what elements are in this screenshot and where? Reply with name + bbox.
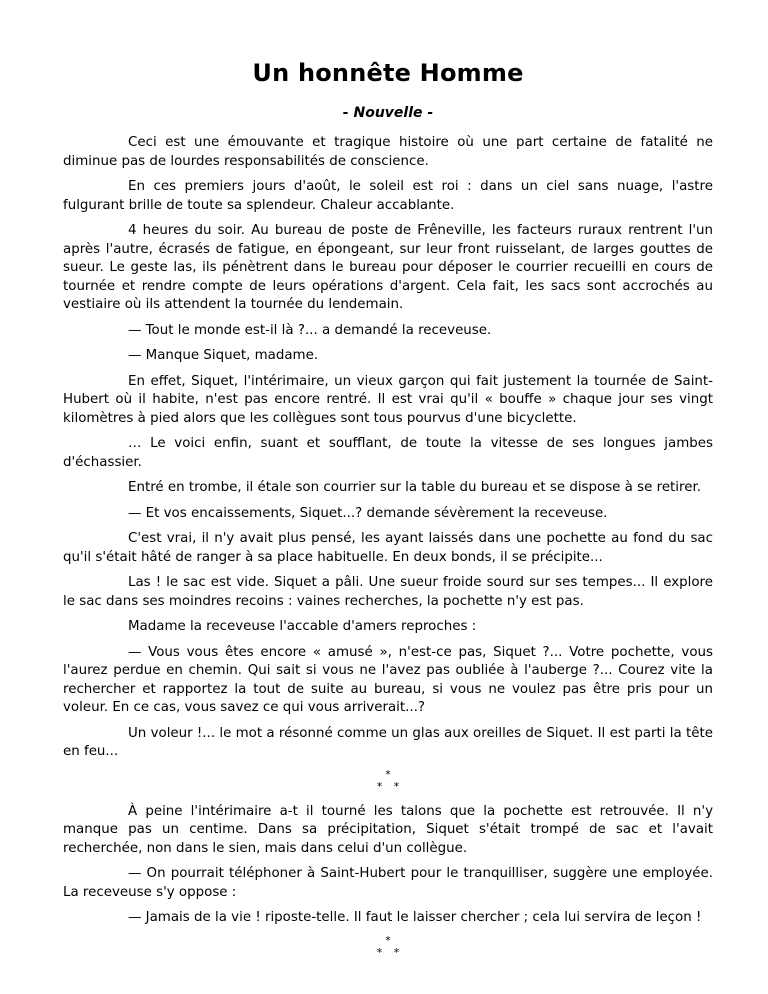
paragraph: 4 heures du soir. Au bureau de poste de Frêneville, les facteurs ruraux rentrent l'un après l'autre, écrasés de fatigue, en épongeant, sur leur front ruisselant, de larges gouttes de sueur. Le geste las, ils pénètrent dans le bureau pour déposer le courrier recueilli en cours de tournée et rendre compte de leurs opérations d'argent. Cela fait, les sacs sont accrochés au vestiaire où ils attendent la tournée du lendemain. <box>63 223 713 312</box>
paragraph: C'est vrai, il n'y avait plus pensé, les ayant laissés dans une pochette au fond du sac qu'il s'était hâté de ranger à sa place habituelle. En deux bonds, il se précipite... <box>63 531 713 565</box>
separator-top: * <box>385 767 391 781</box>
separator-bottom: * * <box>376 779 400 793</box>
paragraph: … Le voici enfin, suant et soufflant, de toute la vitesse de ses longues jambes d'échassier. <box>63 436 713 470</box>
paragraph: Ceci est une émouvante et tragique histoire où une part certaine de fatalité ne diminue pas de lourdes responsabilités de conscience. <box>63 135 713 169</box>
section-separator <box>63 935 713 959</box>
paragraph: — Manque Siquet, madame. <box>128 348 319 363</box>
paragraph: — Et vos encaissements, Siquet...? demande sévèrement la receveuse. <box>128 505 608 521</box>
paragraph: Entré en trombe, il étale son courrier sur la table du bureau et se dispose à se retirer. <box>128 480 702 495</box>
separator-top: * <box>385 933 391 947</box>
paragraph: En effet, Siquet, l'intérimaire, un vieux garçon qui fait justement la tournée de Saint-Hubert où il habite, n'est pas encore rentré. Il est vrai qu'il « bouffe » chaque jour ses vingt kilomètres à pied alors que les collègues sont tous pourvus d'une bicyclette. <box>63 373 713 426</box>
paragraph: Madame la receveuse l'accable d'amers reproches : <box>128 619 477 634</box>
paragraph: Un voleur !... le mot a résonné comme un glas aux oreilles de Siquet. Il est parti la tête en feu... <box>63 725 713 759</box>
section-separator <box>63 769 713 793</box>
document-title: Un honnête Homme <box>252 59 524 87</box>
document-page <box>63 58 713 969</box>
document-subtitle: - Nouvelle - <box>342 105 434 121</box>
paragraph: — Vous vous êtes encore « amusé », n'est-ce pas, Siquet ?... Votre pochette, vous l'aurez perdue en chemin. Qui sait si vous ne l'avez pas oubliée à l'auberge ?... Courez vite la rechercher et rapportez la tout de suite au bureau, si vous ne voulez pas être pris pour un voleur. En ce cas, vous savez ce qui vous arriverait...? <box>63 644 713 715</box>
paragraph: — On pourrait téléphoner à Saint-Hubert pour le tranquilliser, suggère une employée. La receveuse s'y oppose : <box>63 866 713 900</box>
paragraph: — Tout le monde est-il là ?... a demandé la receveuse. <box>128 322 492 338</box>
separator-bottom: * * <box>376 945 400 959</box>
paragraph: Las ! le sac est vide. Siquet a pâli. Une sueur froide sourd sur ses tempes... Il explore le sac dans ses moindres recoins : vaines recherches, la pochette n'y est pas. <box>63 575 713 609</box>
paragraph: En ces premiers jours d'août, le soleil est roi : dans un ciel sans nuage, l'astre fulgurant brille de toute sa splendeur. Chaleur accablante. <box>63 179 713 213</box>
paragraph: À peine l'intérimaire a-t il tourné les talons que la pochette est retrouvée. Il n'y manque pas un centime. Dans sa précipitation, Siquet s'était trompé de sac et l'avait recherchée, non dans le sien, mais dans celui d'un collègue. <box>63 803 713 856</box>
paragraph: — Jamais de la vie ! riposte-telle. Il faut le laisser chercher ; cela lui servira de leçon ! <box>128 910 702 925</box>
